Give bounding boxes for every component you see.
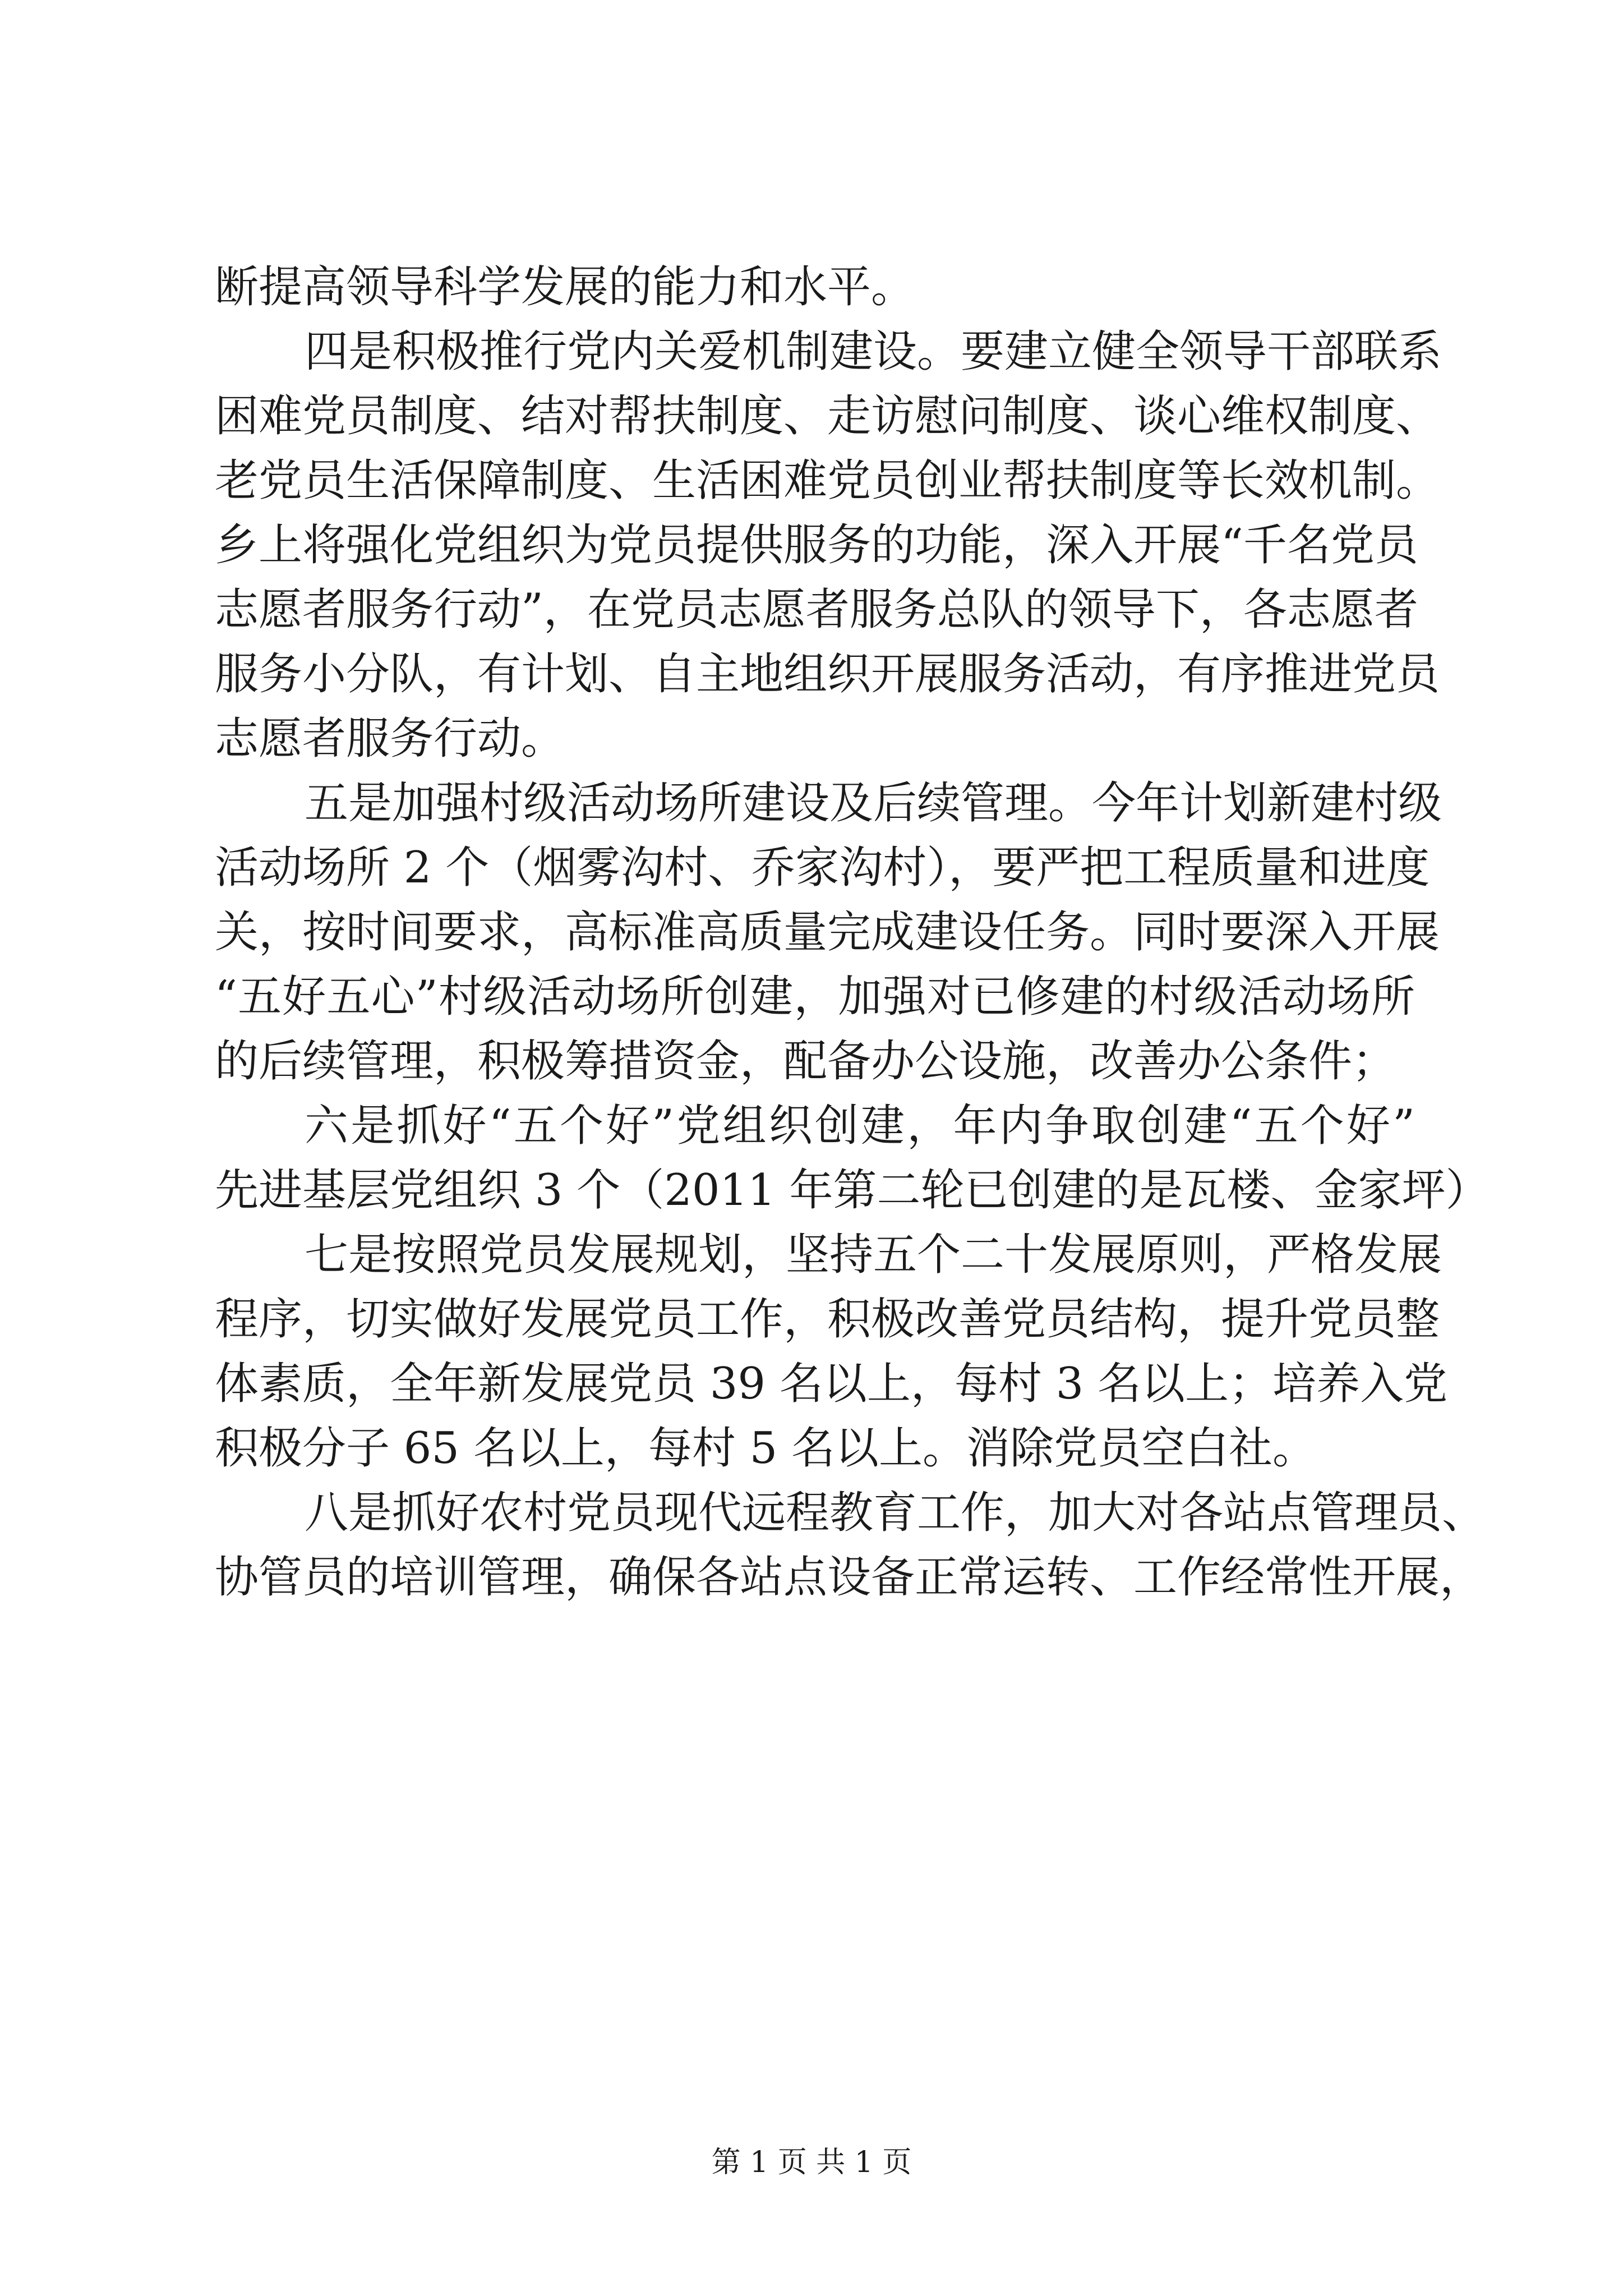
text-line: 关，按时间要求，高标准高质量完成建设任务。同时要深入开展 xyxy=(215,907,1440,958)
text-line: 困难党员制度、结对帮扶制度、走访慰问制度、谈心维权制度、 xyxy=(215,391,1440,441)
page-number-label: 第 1 页 共 1 页 xyxy=(711,2146,912,2179)
text-line: 八是抓好农村党员现代远程教育工作，加大对各站点管理员、 xyxy=(305,1488,1486,1538)
page-footer xyxy=(0,2143,1623,2182)
text-line: 老党员生活保障制度、生活困难党员创业帮扶制度等长效机制。 xyxy=(215,455,1440,506)
text-line: 积极分子 65 名以上，每村 5 名以上。消除党员空白社。 xyxy=(215,1423,1317,1474)
text-line: “五好五心”村级活动场所创建，加强对已修建的村级活动场所 xyxy=(215,972,1415,1022)
text-line: 体素质，全年新发展党员 39 名以上，每村 3 名以上；培养入党 xyxy=(215,1359,1448,1409)
text-line: 志愿者服务行动。 xyxy=(215,714,565,764)
text-line: 志愿者服务行动”，在党员志愿者服务总队的领导下，各志愿者 xyxy=(215,585,1418,635)
text-line: 五是加强村级活动场所建设及后续管理。今年计划新建村级 xyxy=(305,778,1442,829)
text-line: 六是抓好“五个好”党组织创建，年内争取创建“五个好” xyxy=(305,1101,1415,1151)
text-line: 乡上将强化党组织为党员提供服务的功能，深入开展“千名党员 xyxy=(215,520,1418,570)
text-line: 先进基层党组织 3 个（2011 年第二轮已创建的是瓦楼、金家坪） xyxy=(215,1165,1490,1216)
text-line: 程序，切实做好发展党员工作，积极改善党员结构，提升党员整 xyxy=(215,1294,1440,1345)
text-line: 服务小分队，有计划、自主地组织开展服务活动，有序推进党员 xyxy=(215,649,1440,700)
text-line: 的后续管理，积极筹措资金，配备办公设施，改善办公条件； xyxy=(215,1036,1396,1087)
text-line: 协管员的培训管理，确保各站点设备正常运转、工作经常性开展， xyxy=(215,1552,1484,1603)
text-line: 四是积极推行党内关爱机制建设。要建立健全领导干部联系 xyxy=(305,326,1442,377)
document-body xyxy=(215,255,1490,1610)
text-line: 断提高领导科学发展的能力和水平。 xyxy=(215,262,915,312)
text-line: 活动场所 2 个（烟雾沟村、乔家沟村），要严把工程质量和进度 xyxy=(215,843,1430,893)
text-line: 七是按照党员发展规划，坚持五个二十发展原则，严格发展 xyxy=(305,1230,1442,1280)
